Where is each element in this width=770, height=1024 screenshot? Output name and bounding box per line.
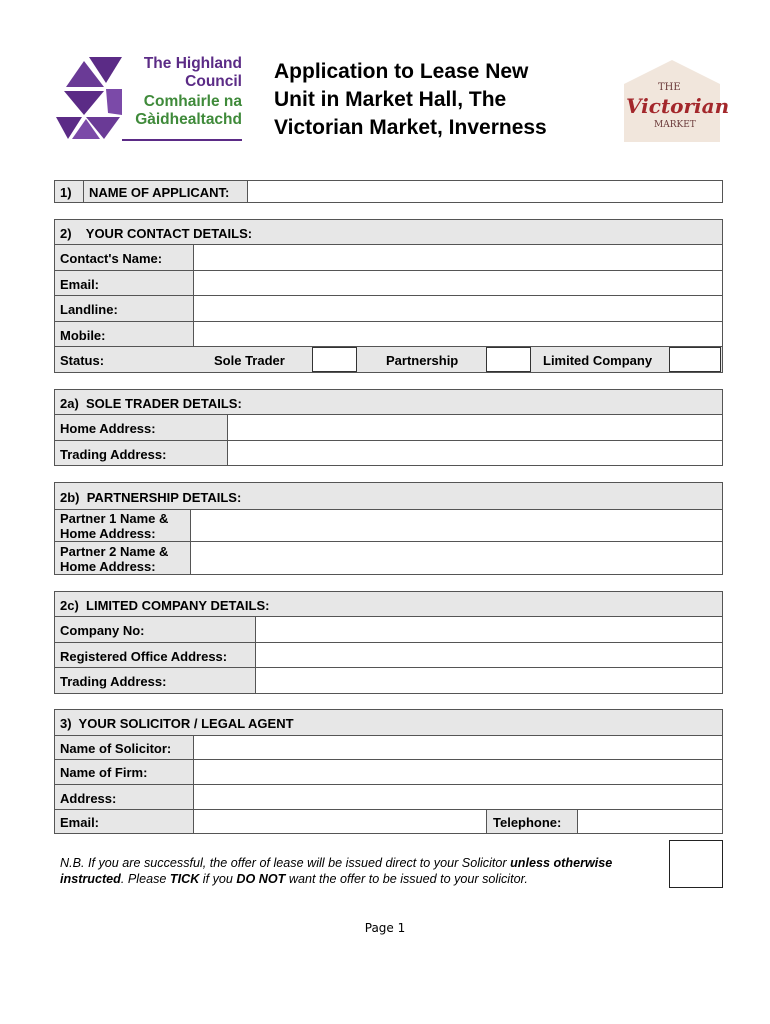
company-no-field[interactable] xyxy=(255,616,723,643)
company-trading-address-field[interactable] xyxy=(255,667,723,694)
telephone-label: Telephone: xyxy=(493,815,562,830)
registered-office-field[interactable] xyxy=(255,642,723,668)
solicitor-note: N.B. If you are successful, the offer of lease will be issued direct to your Solicitor unless otherwise instructed. Please TICK if you DO NOT want the offer to be issued to your solicitor. xyxy=(60,856,613,886)
mobile-field[interactable] xyxy=(193,321,723,347)
status-limited-company-checkbox[interactable] xyxy=(669,347,721,372)
victorian-market-logo xyxy=(622,58,730,142)
mobile-label: Mobile: xyxy=(60,328,106,343)
limited-company-heading: 2c) LIMITED COMPANY DETAILS: xyxy=(60,598,270,613)
highland-council-logo xyxy=(54,55,244,145)
council-triangle-icon xyxy=(54,55,124,141)
contact-name-label: Contact's Name: xyxy=(60,251,163,266)
telephone-field[interactable] xyxy=(577,809,723,834)
status-sole-trader-label: Sole Trader xyxy=(214,353,285,368)
sole-home-address-field[interactable] xyxy=(227,414,723,441)
applicant-name-field[interactable] xyxy=(247,180,723,203)
firm-name-field[interactable] xyxy=(193,759,723,785)
page-number: Page 1 xyxy=(364,921,406,935)
council-gaelic-line1: Comhairle na xyxy=(143,93,242,110)
partnership-heading: 2b) PARTNERSHIP DETAILS: xyxy=(60,490,242,505)
status-partnership-label: Partnership xyxy=(386,353,459,368)
market-logo-market: MARKET xyxy=(654,120,696,130)
council-name-line2: Council xyxy=(185,73,242,90)
applicant-name-label: NAME OF APPLICANT: xyxy=(89,185,230,200)
solicitor-address-field[interactable] xyxy=(193,784,723,810)
company-no-label: Company No: xyxy=(60,623,145,638)
sole-trading-address-field[interactable] xyxy=(227,440,723,466)
section1-number: 1) xyxy=(60,185,72,200)
email-field[interactable] xyxy=(193,270,723,296)
partner2-field[interactable] xyxy=(190,541,723,575)
solicitor-heading: 3) YOUR SOLICITOR / LEGAL AGENT xyxy=(60,716,294,731)
sole-trader-heading: 2a) SOLE TRADER DETAILS: xyxy=(60,396,242,411)
firm-name-label: Name of Firm: xyxy=(60,765,148,780)
contact-details-heading: 2) YOUR CONTACT DETAILS: xyxy=(60,226,253,241)
do-not-send-to-solicitor-checkbox[interactable] xyxy=(669,840,723,888)
status-partnership-checkbox[interactable] xyxy=(486,347,531,372)
company-trading-address-label: Trading Address: xyxy=(60,674,167,689)
partner1-field[interactable] xyxy=(190,509,723,542)
partner2-label: Partner 2 Name & Home Address: xyxy=(60,544,169,574)
sole-home-address-label: Home Address: xyxy=(60,421,156,436)
contact-name-field[interactable] xyxy=(193,244,723,271)
solicitor-email-label: Email: xyxy=(60,815,100,830)
status-label: Status: xyxy=(60,353,105,368)
partner1-label: Partner 1 Name & Home Address: xyxy=(60,511,169,541)
landline-label: Landline: xyxy=(60,302,118,317)
email-label: Email: xyxy=(60,277,100,292)
solicitor-name-field[interactable] xyxy=(193,735,723,760)
page-title: Application to Lease New Unit in Market Hall, The Victorian Market, Inverness xyxy=(274,60,547,139)
status-limited-company-label: Limited Company xyxy=(543,353,653,368)
status-sole-trader-checkbox[interactable] xyxy=(312,347,357,372)
sole-trading-address-label: Trading Address: xyxy=(60,447,167,462)
solicitor-name-label: Name of Solicitor: xyxy=(60,741,172,756)
council-gaelic-line2: Gàidhealtachd xyxy=(135,111,242,128)
council-name-line1: The Highland xyxy=(143,55,242,72)
solicitor-email-field[interactable] xyxy=(193,809,487,834)
market-logo-victorian: Victorian xyxy=(626,94,730,118)
market-logo-the: THE xyxy=(658,82,681,93)
landline-field[interactable] xyxy=(193,295,723,322)
registered-office-label: Registered Office Address: xyxy=(60,649,228,664)
solicitor-address-label: Address: xyxy=(60,791,117,806)
